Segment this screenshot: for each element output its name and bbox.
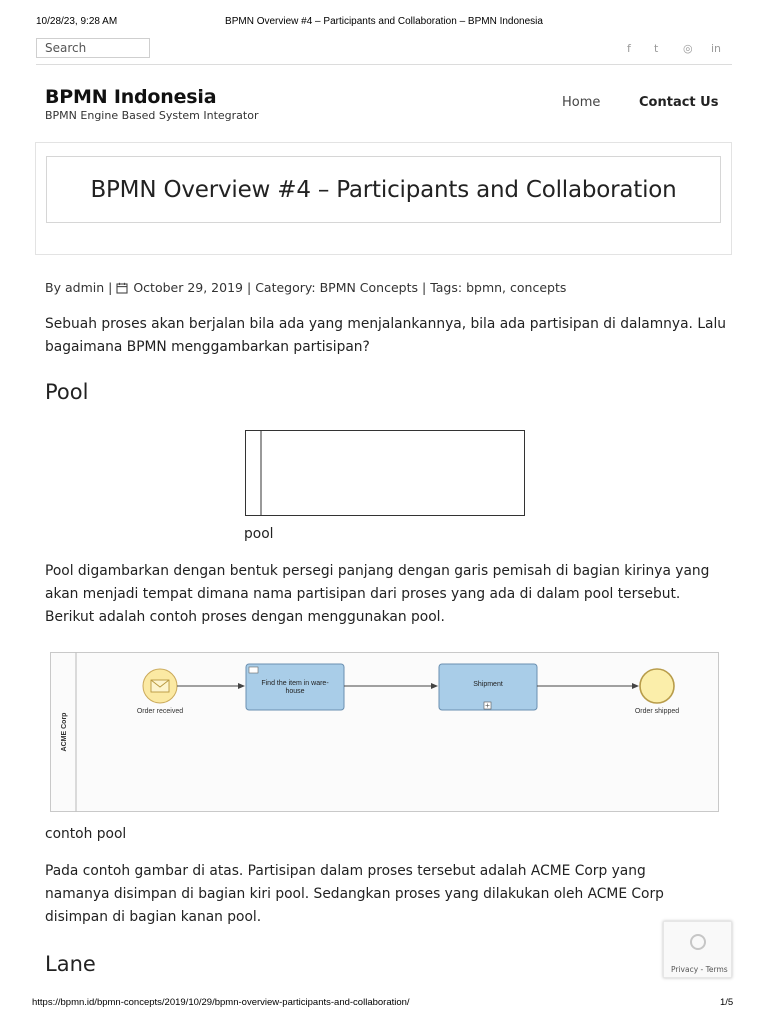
pool-shape bbox=[246, 431, 525, 516]
subprocess-marker-icon bbox=[484, 702, 491, 709]
participant-label: ACME Corp bbox=[61, 712, 68, 752]
nav-home[interactable]: Home bbox=[562, 95, 601, 110]
topbar-divider bbox=[36, 64, 732, 65]
meta-separator: | bbox=[246, 280, 252, 295]
instagram-icon[interactable]: ◎ bbox=[683, 42, 693, 55]
meta-author[interactable]: admin bbox=[64, 280, 105, 295]
nav-contact-us[interactable]: Contact Us bbox=[639, 95, 719, 110]
site-tagline: BPMN Engine Based System Integrator bbox=[45, 109, 259, 122]
section-heading-pool: Pool bbox=[45, 380, 89, 404]
print-url: https://bpmn.id/bpmn-concepts/2019/10/29/bpmn-overview-participants-and-collaboration/ bbox=[32, 997, 410, 1008]
example-description: Pada contoh gambar di atas. Partisipan dalam proses tersebut adalah ACME Corp yang namanya disimpan di bagian kiri pool. Sedangkan proses yang dilakukan oleh ACME Corp disimpan di bagian kanan pool. bbox=[45, 863, 664, 925]
twitter-icon[interactable]: t bbox=[654, 42, 659, 55]
task-find-item bbox=[246, 664, 344, 710]
task-find-item-label-2: house bbox=[285, 688, 305, 695]
pool-figure bbox=[245, 430, 526, 518]
meta-category-link[interactable]: BPMN Concepts bbox=[319, 280, 419, 295]
meta-tag-comma: , bbox=[502, 280, 507, 295]
recaptcha-badge[interactable] bbox=[663, 921, 732, 978]
meta-by: By bbox=[45, 280, 61, 295]
meta-separator: | bbox=[422, 280, 427, 295]
end-event-label: Order shipped bbox=[634, 708, 680, 715]
envelope-icon bbox=[151, 680, 169, 692]
meta-separator: | bbox=[108, 280, 113, 295]
task-shipment-label: Shipment bbox=[473, 681, 503, 688]
meta-tag-link[interactable]: concepts bbox=[510, 280, 567, 295]
recaptcha-links[interactable]: Privacy - Terms bbox=[671, 965, 728, 974]
end-event bbox=[640, 669, 674, 703]
meta-tags-label: Tags: bbox=[430, 280, 463, 295]
task-type-icon bbox=[249, 667, 258, 673]
example-pool-diagram bbox=[50, 652, 720, 814]
linkedin-icon[interactable]: in bbox=[711, 42, 722, 55]
meta-date[interactable]: October 29, 2019 bbox=[133, 280, 243, 295]
section-heading-lane: Lane bbox=[45, 952, 96, 976]
post-meta bbox=[45, 280, 566, 295]
search-input[interactable]: Search bbox=[36, 38, 150, 58]
print-doc-title: BPMN Overview #4 – Participants and Collaboration – BPMN Indonesia bbox=[225, 16, 543, 27]
meta-tag-link[interactable]: bpmn bbox=[466, 280, 503, 295]
title-frame bbox=[46, 156, 721, 223]
pool-caption: pool bbox=[244, 526, 274, 542]
recaptcha-icon bbox=[688, 932, 708, 952]
site-title[interactable]: BPMN Indonesia bbox=[45, 86, 217, 108]
print-datetime: 10/28/23, 9:28 AM bbox=[36, 16, 118, 27]
page-title: BPMN Overview #4 – Participants and Collaboration bbox=[90, 176, 677, 203]
meta-category-label: Category: bbox=[255, 280, 316, 295]
calendar-icon bbox=[116, 282, 128, 294]
print-page-number: 1/5 bbox=[720, 997, 734, 1008]
intro-paragraph: Sebuah proses akan berjalan bila ada yang menjalankannya, bila ada partisipan di dalamnya. Lalu bagaimana BPMN menggambarkan partisipan? bbox=[45, 316, 727, 355]
start-event-label: Order received bbox=[136, 708, 184, 715]
pool-description: Pool digambarkan dengan bentuk persegi panjang dengan garis pemisah di bagian kirinya yang akan menjadi tempat dimana nama partisipan dari proses yang ada di dalam pool tersebut. Berikut adalah contoh proses dengan menggunakan pool. bbox=[45, 563, 710, 625]
example-caption: contoh pool bbox=[45, 826, 127, 842]
facebook-icon[interactable]: f bbox=[627, 42, 631, 55]
task-find-item-label-1: Find the item in ware- bbox=[261, 680, 329, 687]
